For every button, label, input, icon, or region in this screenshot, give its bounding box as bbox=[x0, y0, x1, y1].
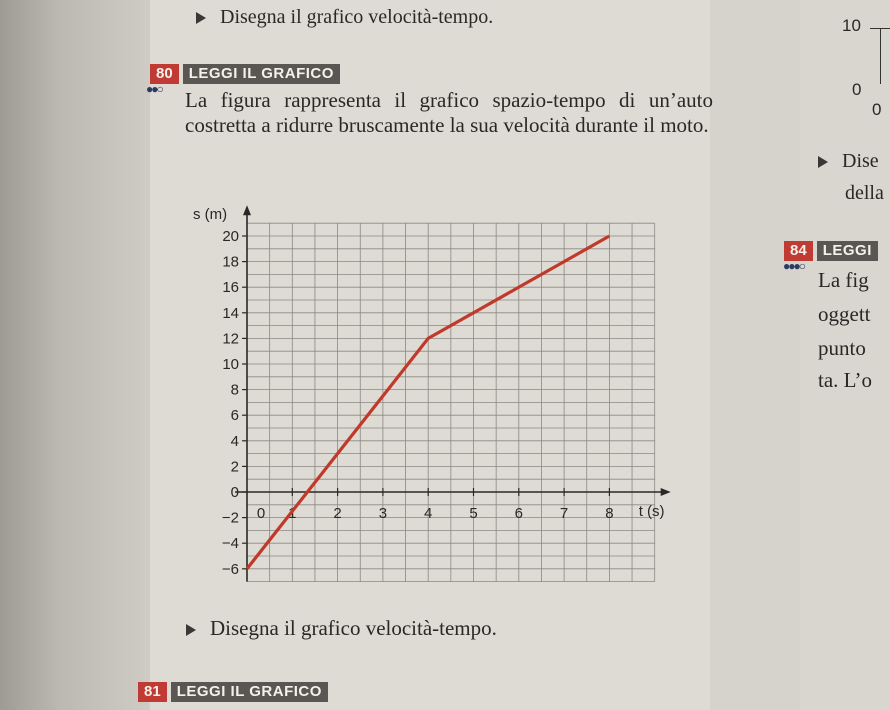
y-tick-label: 10 bbox=[222, 356, 239, 373]
y-tick-label: 12 bbox=[222, 330, 239, 348]
x-tick-label: 1 bbox=[288, 505, 297, 522]
problem-84-badge bbox=[784, 241, 878, 261]
x-axis-label: t (s) bbox=[638, 503, 665, 520]
right-tick-10: 10 bbox=[842, 16, 861, 35]
x-tick-label: 5 bbox=[469, 505, 478, 522]
problem-label: LEGGI IL GRAFICO bbox=[171, 682, 328, 702]
problem-label: LEGGI bbox=[817, 241, 878, 261]
triangle-bullet-icon bbox=[186, 624, 196, 636]
right-della: della bbox=[845, 182, 884, 204]
right-tick-0a: 0 bbox=[852, 80, 862, 99]
y-tick-label: 16 bbox=[222, 279, 239, 297]
problem-number: 80 bbox=[150, 64, 179, 84]
problem-80-text: La figura rappresenta il grafico spazio-tempo di un’auto costretta a ridurre bruscamente la sua velocità durante il moto. bbox=[185, 88, 713, 137]
difficulty-dots-icon: ●●○ bbox=[146, 82, 162, 96]
right-instruction: Dise bbox=[818, 150, 879, 173]
position-time-chart bbox=[150, 182, 710, 602]
right-tick-0b: 0 bbox=[872, 100, 882, 119]
difficulty-dots-icon: ●●●○ bbox=[783, 259, 804, 273]
y-tick-label: 2 bbox=[230, 458, 239, 476]
y-tick-label: −4 bbox=[221, 535, 239, 553]
y-tick-label: 4 bbox=[230, 432, 239, 450]
x-tick-label: 2 bbox=[333, 505, 342, 522]
x-tick-label: 8 bbox=[605, 505, 614, 522]
right-line-3: punto bbox=[818, 336, 866, 360]
y-tick-label: −6 bbox=[221, 560, 239, 578]
y-tick-label: 6 bbox=[230, 407, 239, 425]
book-gutter bbox=[0, 0, 150, 710]
x-tick-label: 0 bbox=[256, 505, 266, 522]
right-line-1: La fig bbox=[818, 268, 869, 292]
y-tick-label: 18 bbox=[222, 253, 239, 271]
x-tick-label: 7 bbox=[559, 505, 569, 522]
problem-number: 81 bbox=[138, 682, 167, 702]
top-instruction: Disegna il grafico velocità-tempo. bbox=[196, 6, 493, 29]
bottom-instruction: Disegna il grafico velocità-tempo. bbox=[186, 616, 497, 641]
y-axis-label: s (m) bbox=[193, 206, 228, 224]
triangle-bullet-icon bbox=[818, 156, 828, 168]
problem-81-badge bbox=[138, 682, 328, 702]
triangle-bullet-icon bbox=[196, 12, 206, 24]
right-line-4: ta. L’o bbox=[818, 368, 873, 392]
problem-80-badge bbox=[150, 64, 340, 84]
x-axis-arrow-icon bbox=[661, 488, 671, 496]
problem-label: LEGGI IL GRAFICO bbox=[183, 64, 340, 84]
right-line-2: oggett bbox=[818, 302, 871, 326]
problem-number: 84 bbox=[784, 241, 813, 261]
x-tick-label: 3 bbox=[378, 505, 388, 522]
y-tick-label: 14 bbox=[222, 304, 239, 322]
y-tick-label: 20 bbox=[222, 228, 239, 245]
y-tick-label: 8 bbox=[230, 381, 239, 399]
y-tick-label: −2 bbox=[221, 509, 239, 527]
x-tick-label: 4 bbox=[424, 505, 433, 522]
x-tick-label: 6 bbox=[514, 505, 523, 522]
y-tick-label: 0 bbox=[230, 484, 239, 501]
y-axis-arrow-icon bbox=[243, 205, 251, 215]
right-axis-line bbox=[880, 28, 881, 84]
